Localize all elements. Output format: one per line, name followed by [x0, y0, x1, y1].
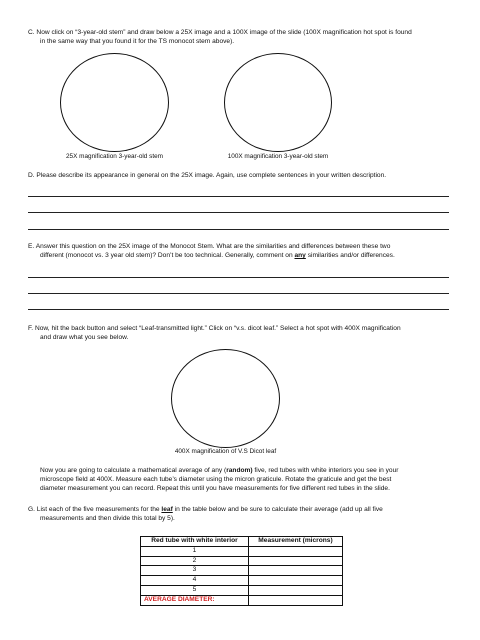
section-g-line-1 [28, 506, 383, 513]
average-line-3: diameter measurement you can record. Repeat this until you have measurements for five different red tubes in the slide. [40, 485, 390, 492]
section-f-instructions [28, 324, 468, 342]
section-g-line-1-end: in the table below and be sure to calculate their average (add up all five [172, 506, 383, 513]
section-e-line-2-end: similarities and/or differences. [305, 252, 395, 259]
answer-line-d-2[interactable] [28, 212, 449, 213]
average-line-2: microscope field at 400X. Measure each tube’s diameter using the micron graticule. Rotate the graticule and get the best [40, 476, 392, 483]
section-g-line-1-text: G. List each of the five measurements for the [28, 506, 162, 513]
section-e-line-1: E. Answer this question on the 25X image of the Monocot Stem. What are the similarities and differences between these two [28, 243, 391, 250]
table-row [141, 556, 343, 566]
measurements-table [140, 536, 343, 606]
drawing-circle-25x[interactable] [60, 53, 169, 152]
section-g-instructions [28, 505, 468, 523]
answer-line-e-3[interactable] [28, 309, 449, 310]
section-e-line-2-text: different (monocot vs. 3 year old stem)? Don’t be too technical. Generally, comment on [40, 252, 295, 259]
average-line-1-end: five, red tubes with white interiors you see in your [252, 467, 399, 474]
measurement-cell[interactable] [248, 576, 342, 586]
row-number: 2 [141, 556, 249, 566]
emphasis-random: random) [226, 467, 253, 474]
answer-line-d-1[interactable] [28, 196, 449, 197]
table-row [141, 576, 343, 586]
section-e-prompt [28, 242, 468, 260]
answer-line-e-1[interactable] [28, 277, 449, 278]
section-c-line-2: in the same way that you found it for the TS monocot stem above). [40, 38, 235, 45]
row-number: 4 [141, 576, 249, 586]
average-row [141, 595, 343, 605]
average-diameter-cell[interactable] [248, 595, 342, 605]
table-row [141, 546, 343, 556]
section-e-line-2 [28, 251, 468, 260]
header-measurement: Measurement (microns) [248, 537, 342, 547]
emphasis-leaf: leaf [161, 506, 173, 513]
emphasis-any: any [294, 252, 306, 259]
table-header-row [141, 537, 343, 547]
drawing-circle-100x[interactable] [224, 53, 332, 152]
section-d-prompt: D. Please describe its appearance in general on the 25X image. Again, use complete sentences in your written description. [28, 172, 387, 179]
caption-100x: 100X magnification 3-year-old stem [227, 153, 329, 160]
average-line-1-text: Now you are going to calculate a mathematical average of any ( [40, 467, 227, 474]
section-f-line-1: F. Now, hit the back button and select “Leaf-transmitted light.” Click on “v.s. dicot leaf.” Select a hot spot with 400X magnification [28, 325, 401, 332]
average-instructions [40, 466, 470, 493]
average-line-1 [40, 466, 470, 475]
header-red-tube: Red tube with white interior [141, 537, 249, 547]
measurement-cell[interactable] [248, 585, 342, 595]
answer-line-d-3[interactable] [28, 229, 449, 230]
section-g-line-2: measurements and then divide this total by 5). [40, 515, 175, 522]
section-c-instructions [28, 28, 468, 46]
measurement-cell[interactable] [248, 556, 342, 566]
row-number: 3 [141, 566, 249, 576]
measurement-cell[interactable] [248, 546, 342, 556]
row-number: 5 [141, 585, 249, 595]
measurement-cell[interactable] [248, 566, 342, 576]
average-diameter-label: AVERAGE DIAMETER: [141, 595, 249, 605]
table-row [141, 585, 343, 595]
caption-400x: 400X magnification of V.S Dicot leaf [174, 448, 277, 455]
section-c-line-1: C. Now click on “3-year-old stem” and draw below a 25X image and a 100X image of the slide (100X magnification hot spot is found [28, 29, 412, 36]
section-f-line-2: and draw what you see below. [40, 334, 129, 341]
row-number: 1 [141, 546, 249, 556]
answer-line-e-2[interactable] [28, 293, 449, 294]
table-row [141, 566, 343, 576]
caption-25x: 25X magnification 3-year-old stem [66, 153, 163, 160]
drawing-circle-400x[interactable] [171, 349, 280, 448]
